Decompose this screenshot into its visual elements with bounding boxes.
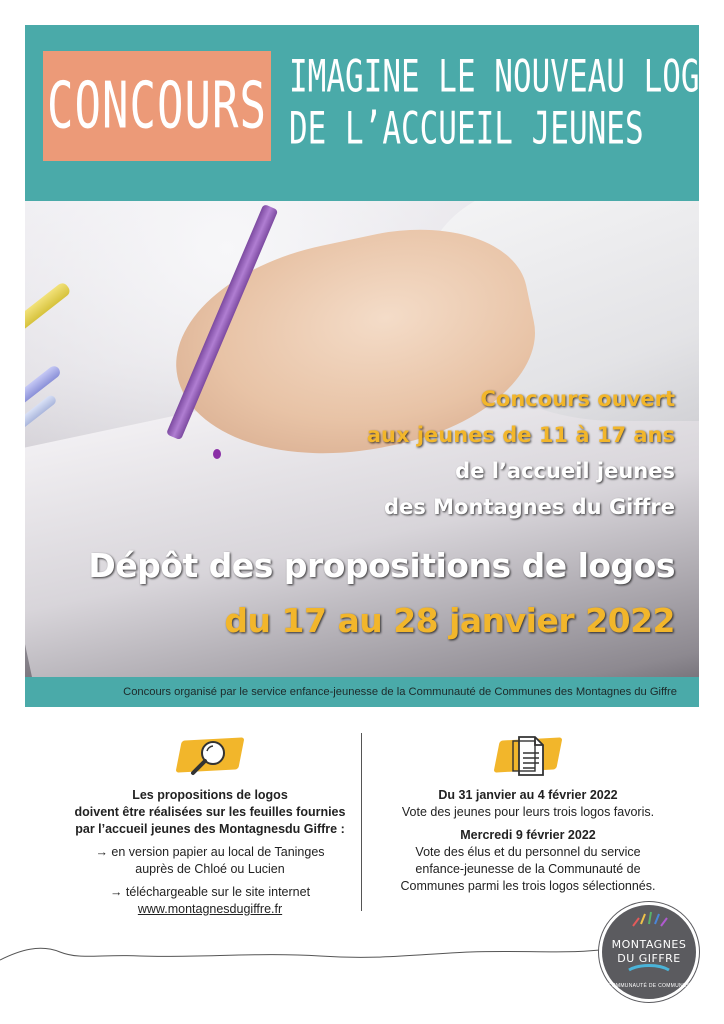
deposit-title: Dépôt des propositions de logos — [88, 546, 675, 585]
logo-line-1: MONTAGNES — [611, 938, 687, 951]
marker-tip-decoration — [213, 449, 221, 459]
intro-line-1: Les propositions de logos — [132, 788, 288, 802]
header-band — [25, 25, 719, 201]
option-paper-line-1: → en version papier au local de Taninges — [95, 845, 325, 859]
intro-line-3: par l’accueil jeunes des Montagnesdu Giffre : — [75, 822, 345, 836]
vote1-text: Vote des jeunes pour leurs trois logos favoris. — [401, 805, 655, 819]
headline — [289, 50, 719, 156]
yellow-pen-decoration — [25, 281, 72, 335]
intro-line-2: doivent être réalisées sur les feuilles fournies — [74, 805, 346, 819]
age-range-text: aux jeunes de 11 à 17 ans — [366, 423, 675, 447]
organiser-band — [25, 677, 699, 707]
vote2-line-2: enfance-jeunesse de la Communauté de — [415, 862, 641, 876]
website-link[interactable]: www.montagnesdugiffre.fr — [137, 902, 283, 916]
concours-badge — [43, 51, 271, 161]
drawing-photo — [25, 201, 699, 677]
option-download-line: → téléchargeable sur le site internet — [109, 885, 311, 899]
submission-info — [70, 733, 350, 918]
headline-line-2: DE L’ACCUEIL JEUNES — [289, 102, 644, 156]
deposit-dates: du 17 au 28 janvier 2022 — [224, 601, 675, 640]
badge-text: CONCOURS — [47, 69, 267, 143]
contest-open-text: Concours ouvert — [480, 387, 675, 411]
option-paper-line-2: auprès de Chloé ou Lucien — [135, 862, 285, 876]
headline-line-1: IMAGINE LE NOUVEAU LOGO — [289, 50, 719, 104]
organiser-text: Concours organisé par le service enfance-jeunesse de la Communauté de Communes des Montagnes du Giffre — [123, 686, 677, 698]
logo-line-2: DU GIFFRE — [617, 952, 681, 965]
vote-info — [378, 733, 678, 895]
logo-subtitle: COMMUNAUTÉ DE COMMUNES — [607, 983, 691, 989]
vote2-line-3: Communes parmi les trois logos sélectionnés. — [400, 879, 656, 893]
document-icon — [493, 733, 563, 777]
vote2-date: Mercredi 9 février 2022 — [460, 828, 596, 842]
magnifier-icon — [175, 733, 245, 777]
vote1-date: Du 31 janvier au 4 février 2022 — [438, 788, 618, 802]
vote2-line-1: Vote des élus et du personnel du service — [415, 845, 641, 859]
light-pen-decoration — [25, 394, 58, 439]
youth-center-text: de l’accueil jeunes — [455, 459, 675, 483]
column-divider — [361, 733, 362, 911]
region-text: des Montagnes du Giffre — [384, 495, 675, 519]
montagnes-du-giffre-logo — [599, 902, 699, 1002]
